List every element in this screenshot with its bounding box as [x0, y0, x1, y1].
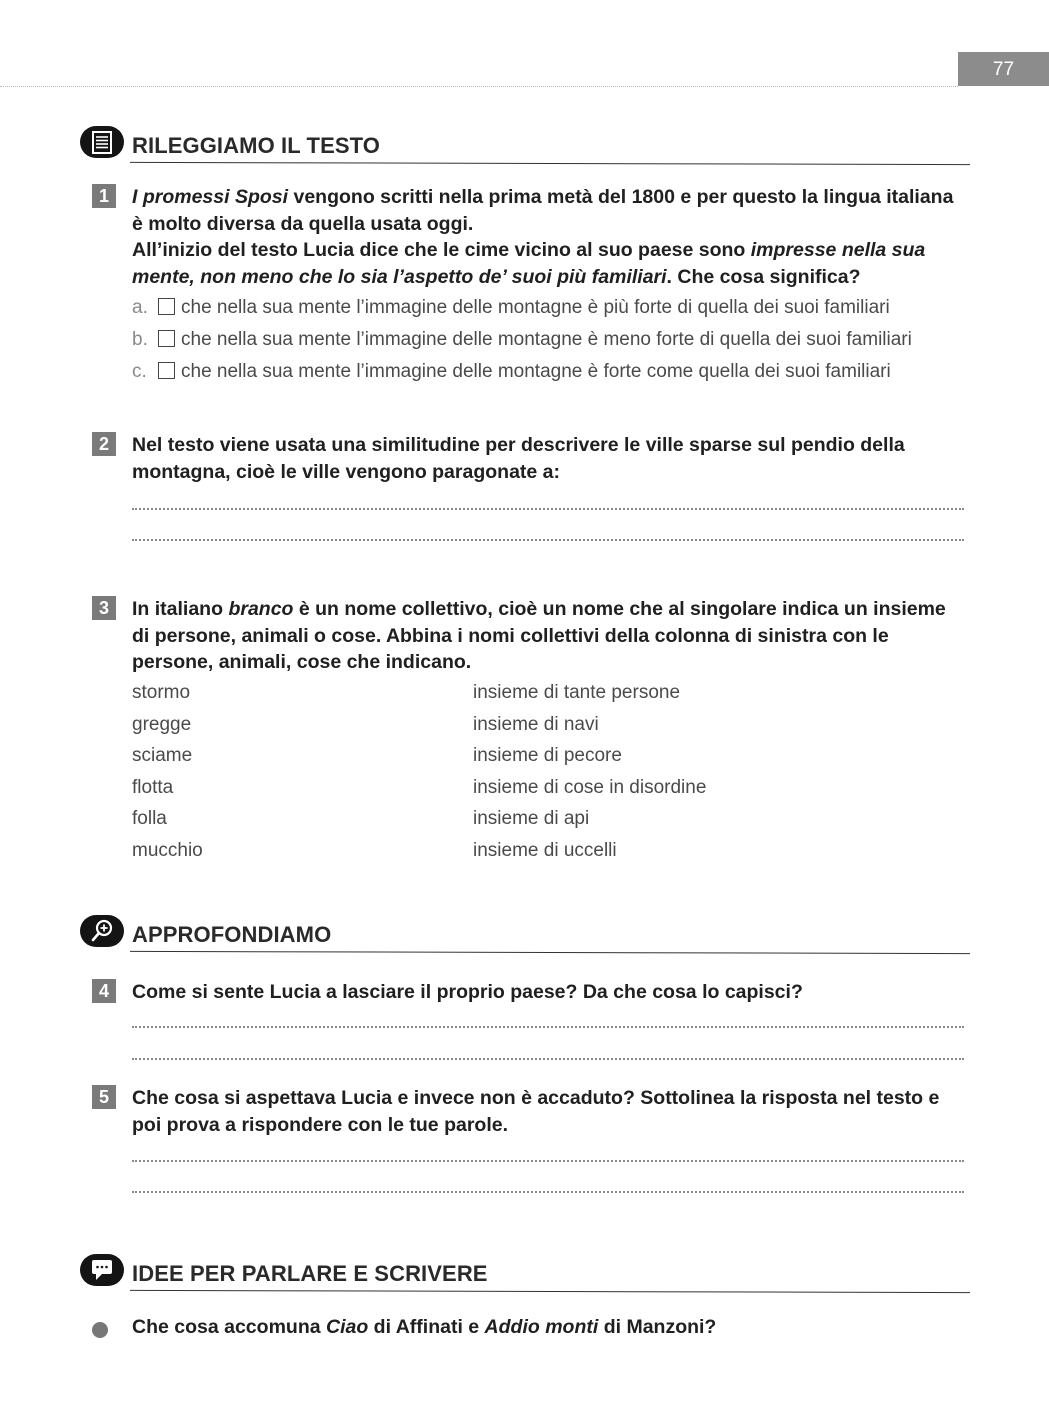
section-rule: [130, 951, 970, 954]
question-number: 4: [92, 979, 116, 1003]
list-item[interactable]: stormo: [132, 682, 191, 703]
italic-word: branco: [228, 598, 294, 620]
section-header-approfondiamo: [80, 915, 970, 955]
text-span: vengono scritti nella prima metà del 1800 e per questo la lingua italiana è molto diversa da quella usata oggi.: [132, 186, 954, 235]
question-2-text: Nel testo viene usata una similitudine per descrivere le ville sparse sul pendio della montagna, cioè le ville vengono paragonate a:: [132, 434, 905, 483]
list-item[interactable]: insieme di navi: [473, 713, 599, 735]
top-dotted-rule: [0, 86, 958, 87]
answer-line[interactable]: [132, 1160, 964, 1162]
list-item[interactable]: insieme di pecore: [473, 745, 622, 767]
question-5-text: Che cosa si aspettava Lucia e invece non è accaduto? Sottolinea la risposta nel testo e poi prova a rispondere con le tue parole.: [132, 1087, 940, 1136]
text-span: è un nome collettivo, cioè un nome che al singolare indica un insieme di persone, animali o cose. Abbina i nomi collettivi della colonna di sinistra con le persone, animali, cose che indicano.: [132, 598, 946, 673]
list-item[interactable]: insieme di tante persone: [473, 682, 681, 703]
checkbox[interactable]: [158, 330, 175, 347]
speech-bubble-icon: [80, 1254, 124, 1286]
question-number: 1: [92, 184, 116, 208]
section-title: RILEGGIAMO IL TESTO: [132, 133, 380, 158]
work-title: Ciao: [326, 1316, 369, 1338]
section-title: IDEE PER PARLARE E SCRIVERE: [132, 1261, 488, 1286]
list-item[interactable]: mucchio: [132, 839, 203, 861]
text-span: All’inizio del testo Lucia dice che le cime vicino al suo paese sono: [132, 239, 751, 261]
section-title: APPROFONDIAMO: [132, 922, 332, 947]
meanings-column: [473, 677, 706, 867]
list-item[interactable]: flotta: [132, 776, 174, 798]
question-number: 3: [92, 596, 116, 620]
work-title: Addio monti: [484, 1316, 599, 1338]
question-1-text: [132, 184, 962, 290]
magnifier-plus-icon: [80, 915, 124, 947]
question-4-text: Come si sente Lucia a lasciare il proprio paese? Da che cosa lo capisci?: [132, 981, 803, 1003]
section-header-rileggiamo: [80, 126, 970, 166]
list-item[interactable]: insieme di uccelli: [473, 839, 617, 861]
quote: impresse nella sua mente, non meno che lo sia l’aspetto de’ suoi più familiari: [132, 239, 926, 288]
section-rule: [130, 162, 970, 165]
section-rule: [130, 1290, 970, 1293]
question-3-text: [132, 596, 962, 676]
option-letter: b.: [132, 329, 148, 350]
option-a: [132, 296, 890, 320]
option-text: che nella sua mente l’immagine delle montagne è più forte di quella dei suoi familiari: [181, 297, 890, 318]
question-number: 5: [92, 1085, 116, 1109]
collective-nouns-column: [132, 677, 203, 867]
checkbox[interactable]: [158, 362, 175, 379]
list-item[interactable]: insieme di api: [473, 808, 590, 830]
list-item[interactable]: sciame: [132, 745, 193, 767]
discussion-question: [132, 1314, 962, 1341]
option-text: che nella sua mente l’immagine delle montagne è meno forte di quella dei suoi familiari: [181, 329, 912, 350]
bullet-icon: [92, 1322, 108, 1338]
section-header-idee: [80, 1254, 970, 1294]
answer-line[interactable]: [132, 508, 964, 510]
option-c: [132, 360, 891, 384]
text-span: di Manzoni?: [598, 1316, 717, 1338]
option-b: [132, 328, 912, 352]
list-item[interactable]: folla: [132, 808, 167, 830]
document-lines-icon: [80, 126, 124, 158]
list-item[interactable]: insieme di cose in disordine: [473, 776, 707, 798]
text-span: di Affinati e: [368, 1316, 485, 1338]
option-text: che nella sua mente l’immagine delle montagne è forte come quella dei suoi familiari: [181, 361, 891, 382]
answer-line[interactable]: [132, 1026, 964, 1028]
option-letter: c.: [132, 361, 147, 382]
checkbox[interactable]: [158, 298, 175, 315]
list-item[interactable]: gregge: [132, 713, 192, 735]
question-number: 2: [92, 432, 116, 456]
option-letter: a.: [132, 297, 148, 318]
answer-line[interactable]: [132, 539, 964, 541]
page-number: 77: [958, 52, 1049, 86]
text-span: In italiano: [132, 598, 229, 620]
answer-line[interactable]: [132, 1058, 964, 1060]
text-span: Che cosa accomuna: [132, 1316, 326, 1338]
text-span: . Che cosa significa?: [666, 265, 861, 288]
answer-line[interactable]: [132, 1191, 964, 1193]
book-title: I promessi Sposi: [132, 186, 289, 208]
